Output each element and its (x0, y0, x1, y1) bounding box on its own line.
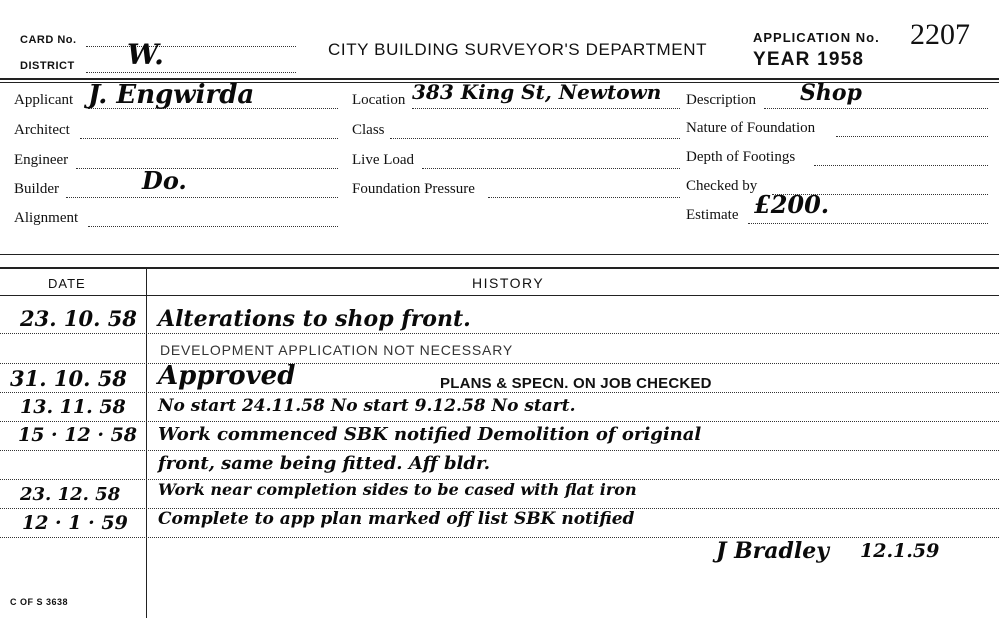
history-row-line (0, 450, 999, 451)
application-number: 2207 (910, 18, 970, 51)
history-row-line (0, 333, 999, 334)
history-entry-text: Complete to app plan marked off list SBK notified (158, 509, 635, 529)
foundation-pressure-label: Foundation Pressure (352, 181, 475, 197)
live-load-line (422, 168, 680, 169)
nature-of-foundation-label: Nature of Foundation (686, 120, 816, 136)
class-label: Class (352, 122, 385, 138)
nature-of-foundation-line (836, 136, 988, 137)
live-load-label: Live Load (352, 152, 415, 168)
history-column-header: HISTORY (472, 275, 545, 291)
date-column-header: DATE (48, 276, 86, 291)
history-entry-stamp: PLANS & SPECN. ON JOB CHECKED (440, 375, 712, 392)
history-header-rule (0, 295, 999, 296)
history-date: 31. 10. 58 (10, 366, 127, 391)
alignment-label: Alignment (14, 210, 79, 226)
description-label: Description (686, 92, 756, 108)
fields-rule (0, 254, 999, 255)
builder-line (66, 197, 338, 198)
form-code: C OF S 3638 (10, 597, 69, 607)
applicant-value: J. Engwirda (88, 80, 255, 110)
district-label: DISTRICT (20, 60, 75, 72)
signature-date: 12.1.59 (860, 540, 940, 562)
district-value: W. (127, 38, 164, 71)
history-date: 23. 10. 58 (20, 306, 137, 331)
history-entry-text: Alterations to shop front. (158, 306, 471, 332)
checked-by-label: Checked by (686, 178, 758, 194)
history-top-rule (0, 267, 999, 269)
history-row-line (0, 363, 999, 364)
description-line (764, 108, 988, 109)
location-label: Location (352, 92, 406, 108)
history-entry-text: Work near completion sides to be cased with flat iron (158, 480, 637, 499)
history-date: 15 · 12 · 58 (18, 424, 138, 446)
history-entry-text: front, same being fitted. Aff bldr. (158, 453, 491, 474)
history-date: 12 · 1 · 59 (22, 512, 128, 534)
engineer-line (76, 168, 338, 169)
department-title: CITY BUILDING SURVEYOR'S DEPARTMENT (328, 40, 708, 59)
depth-of-footings-line (814, 165, 988, 166)
history-row-line (0, 421, 999, 422)
estimate-value: £200. (754, 190, 830, 219)
date-history-divider (146, 268, 147, 618)
architect-label: Architect (14, 122, 70, 138)
estimate-label: Estimate (686, 207, 739, 223)
district-dotted-line (86, 72, 296, 73)
location-value: 383 King St, Newtown (412, 80, 662, 104)
depth-of-footings-label: Depth of Footings (686, 149, 796, 165)
alignment-line (88, 226, 338, 227)
foundation-pressure-line (488, 197, 680, 198)
card-no-label: CARD No. (20, 34, 77, 46)
description-value: Shop (800, 80, 862, 106)
history-row-line (0, 537, 999, 538)
history-date: 13. 11. 58 (20, 396, 126, 418)
location-line (412, 108, 680, 109)
history-date: 23. 12. 58 (20, 484, 121, 505)
history-entry-text: Approved (158, 361, 296, 391)
application-no-label: APPLICATION No. (753, 30, 880, 45)
history-entry-text: No start 24.11.58 No start 9.12.58 No start. (158, 396, 576, 416)
history-entry-text: Work commenced SBK notified Demolition of original (158, 424, 702, 445)
engineer-label: Engineer (14, 152, 69, 168)
history-row-line (0, 392, 999, 393)
applicant-label: Applicant (14, 92, 74, 108)
builder-value: Do. (142, 166, 187, 195)
card-no-dotted-line (86, 46, 296, 47)
architect-line (80, 138, 338, 139)
year-label: YEAR 1958 (753, 49, 865, 70)
history-entry-stamp: DEVELOPMENT APPLICATION NOT NECESSARY (160, 342, 513, 358)
estimate-line (748, 223, 988, 224)
builder-label: Builder (14, 181, 59, 197)
class-line (390, 138, 680, 139)
signature: J Bradley (716, 538, 830, 564)
